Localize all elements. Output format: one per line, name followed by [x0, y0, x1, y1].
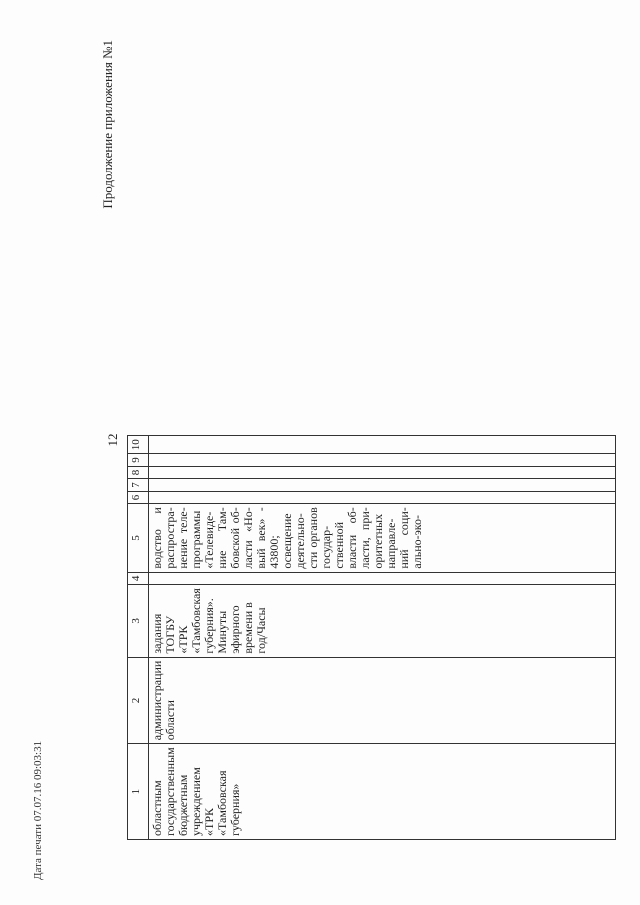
column-header-9: 9 — [128, 454, 149, 467]
cell-c5: водство и распростра-нение теле-программы «Телевиде-ние Там-бовской об-ласти «Но-вый век» - 43800; освещение деятельно-сти органов государ-ственной власти об-ласти, при-оритетных направле-ний соци-ально-эко- — [149, 504, 616, 572]
column-header-2: 2 — [128, 657, 149, 744]
column-header-6: 6 — [128, 491, 149, 504]
table-header-row — [128, 436, 149, 840]
column-header-3: 3 — [128, 585, 149, 657]
print-date: Дата печати 07.07.16 09:03:31 — [32, 740, 44, 880]
cell-c2: администрации области — [149, 657, 616, 744]
cell-c9 — [149, 454, 616, 467]
column-header-8: 8 — [128, 466, 149, 479]
column-header-1: 1 — [128, 744, 149, 840]
table-row — [149, 436, 616, 840]
cell-c4 — [149, 572, 616, 585]
cell-c10 — [149, 436, 616, 454]
cell-c3: задания ТОГБУ «ТРК «Тамбовская губерния». Минуты эфирного времени в год/Часы — [149, 585, 616, 657]
column-header-4: 4 — [128, 572, 149, 585]
page-number: 12 — [105, 433, 120, 447]
cell-c8 — [149, 466, 616, 479]
data-table — [127, 435, 616, 840]
column-header-7: 7 — [128, 479, 149, 492]
column-header-5: 5 — [128, 504, 149, 572]
cell-c7 — [149, 479, 616, 492]
column-header-10: 10 — [128, 436, 149, 454]
cell-c1: областным государственным бюджетным учреждением «ТРК «Тамбовская губерния» — [149, 744, 616, 840]
cell-c6 — [149, 491, 616, 504]
appendix-label: Продолжение приложения №1 — [100, 40, 115, 209]
